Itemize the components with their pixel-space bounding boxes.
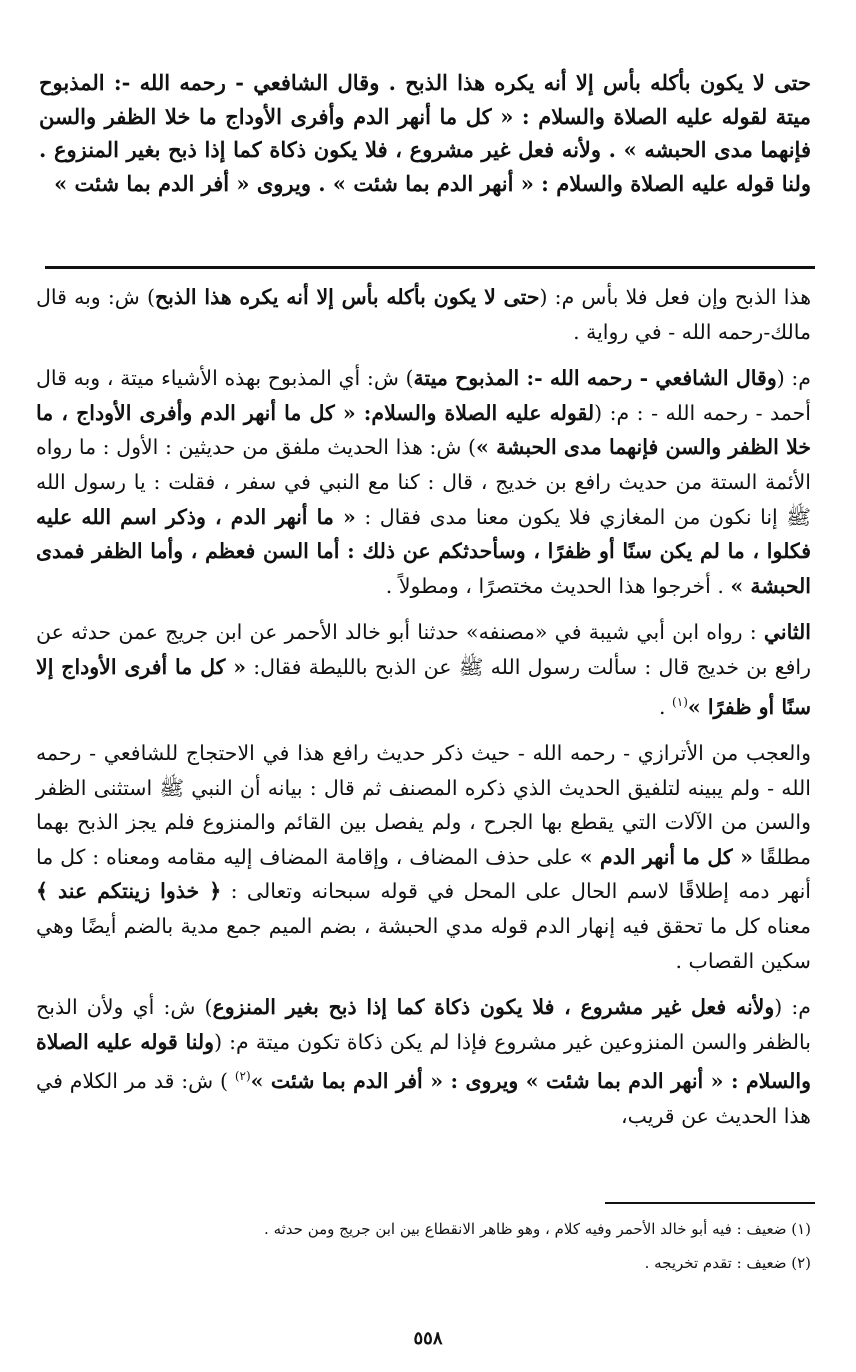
matn-quote: حتى لا يكون بأكله بأس إلا أنه يكره هذا الذبح bbox=[154, 285, 540, 309]
commentary-text: : رواه ابن أبي شيبة في «مصنفه» حدثنا أبو خالد الأحمر عن ابن جريج عمن حدثه عن رافع بن خديج قال : سألت رسول الله ﷺ عن الذبح بالليطة فقال: bbox=[36, 620, 812, 679]
section-divider bbox=[45, 266, 815, 269]
quran-quote: ﴿ خذوا زينتكم عند ﴾ bbox=[36, 879, 222, 904]
matn-quote: لقوله عليه الصلاة والسلام: « كل ما أنهر الدم وأفرى الأوداج ، ما خلا الظفر والسن فإنهما مدى الحبشة » bbox=[36, 400, 812, 460]
matn-text-block bbox=[39, 66, 811, 200]
footnote-divider bbox=[605, 1202, 815, 1204]
commentary-text: والعجب من الأترازي - رحمه الله - حيث ذكر حديث رافع هذا في الاحتجاج للشافعي - رحمه الله - ولم يبينه لتلفيق الحديث الذي ذكره المصنف ثم قال : بيانه أن النبي ﷺ استثنى الظفر والسن من الآلات التي يقطع بها الجرح ، ولم يفصل بين القائم والمنزوع فلم يجز الذبح بهما مطلقًا bbox=[36, 740, 811, 869]
commentary-text: م: ( bbox=[776, 366, 811, 391]
commentary-text: ) ش: هذا الحديث ملفق من حديثين : الأول : ما رواه الأئمة الستة من حديث رافع بن خديج ، قال : كنا مع النبي في سفر ، فقلت : يا رسول الله ﷺ إنا نكون من المغازي فلا يكون معنا مدى فقال : bbox=[36, 435, 811, 529]
section-label: الثاني bbox=[763, 620, 811, 645]
hadith-quote: « كل ما أنهر الدم » bbox=[579, 844, 753, 869]
matn-quote: ولنا قوله عليه الصلاة والسلام : « أنهر الدم بما شئت » ويروى : « أفر الدم بما شئت » bbox=[36, 1029, 812, 1094]
footnotes bbox=[41, 1212, 811, 1280]
commentary-paragraph-4 bbox=[36, 736, 811, 978]
commentary-paragraph-2 bbox=[36, 361, 811, 603]
footnote-1: (١) ضعيف : فيه أبو خالد الأحمر وفيه كلام ، وهو ظاهر الانقطاع بين ابن جريج ومن حدثه . bbox=[264, 1220, 811, 1238]
footnote-marker: (٢) bbox=[234, 1069, 251, 1084]
commentary-text: . bbox=[659, 694, 673, 719]
matn-quote: ولأنه فعل غير مشروع ، فلا يكون ذكاة كما إذا ذبح بغير المنزوع bbox=[212, 995, 775, 1020]
commentary-text: على حذف المضاف ، وإقامة المضاف إليه مقامه ومعناه : كل ما أنهر دمه إطلاقًا لاسم الحال على المحل في قوله سبحانه وتعالى : bbox=[36, 844, 811, 904]
hadith-quote: « ما أنهر الدم ، وذكر اسم الله عليه فكلوا ، ما لم يكن سنًا أو ظفرًا ، وسأحدثكم عن ذلك : أما السن فعظم ، وأما الظفر فمدى الحبشة » bbox=[36, 504, 811, 598]
commentary-text: . أخرجوا هذا الحديث مختصرًا ، ومطولاً . bbox=[385, 573, 731, 598]
commentary-text: ) ش: قد مر الكلام في هذا الحديث عن قريب، bbox=[36, 1069, 811, 1128]
commentary-text: هذا الذبح وإن فعل فلا بأس م: ( bbox=[539, 285, 812, 309]
commentary-paragraph-5 bbox=[36, 990, 811, 1133]
commentary-text: م: ( bbox=[774, 995, 811, 1020]
commentary-paragraph-3 bbox=[36, 615, 811, 724]
matn-quote: وقال الشافعي - رحمه الله -: المذبوح ميتة bbox=[413, 366, 777, 391]
commentary-text: ) ش: أي المذبوح بهذه الأشياء ميتة ، وبه قال أحمد - رحمه الله - : م: ( bbox=[36, 366, 811, 425]
footnote-2: (٢) ضعيف : تقدم تخريجه . bbox=[644, 1254, 811, 1272]
commentary-text: معناه كل ما تحقق فيه إنهار الدم قوله مدي الحبشة ، بضم الميم جمع مدية بالضم أيضًا وهي سكين القصاب . bbox=[36, 913, 811, 973]
matn-paragraph: حتى لا يكون بأكله بأس إلا أنه يكره هذا الذبح . وقال الشافعي - رحمه الله -: المذبوح ميتة لقوله عليه الصلاة والسلام : « كل ما أنهر الدم وأفرى الأوداج ما خلا الظفر والسن فإنهما مدى الحبشه » . ولأنه فعل غير مشروع ، فلا يكون ذكاة كما إذا ذبح بغير المنزوع . ولنا قوله عليه الصلاة والسلام : « أنهر الدم بما شئت » . ويروى « أفر الدم بما شئت » bbox=[39, 70, 811, 196]
hadith-quote: « كل ما أفرى الأوداج إلا سنًا أو ظفرًا » bbox=[36, 654, 811, 719]
commentary-text: ) ش: أي ولأن الذبح بالظفر والسن المنزوعين غير مشروع فإذا لم يكن ذكاة تكون ميتة م: ( bbox=[36, 995, 811, 1054]
commentary-block bbox=[36, 280, 811, 1145]
commentary-paragraph-1 bbox=[36, 280, 811, 349]
footnote-marker: (١) bbox=[672, 694, 688, 709]
commentary-text: ) ش: وبه قال مالك-رحمه الله - في رواية . bbox=[36, 285, 811, 344]
page-number: ٥٥٨ bbox=[413, 1328, 443, 1349]
